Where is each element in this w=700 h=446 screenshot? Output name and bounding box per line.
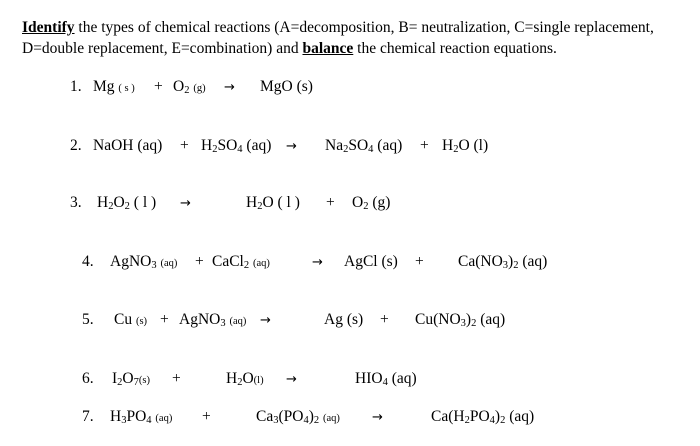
plus-sign: + bbox=[415, 253, 424, 270]
reactant-1: Mg ( s ) bbox=[93, 78, 135, 95]
product-1: MgO (s) bbox=[260, 78, 313, 95]
reactant-1: NaOH (aq) bbox=[93, 137, 163, 154]
product-1: $HIO_4$ (aq) bbox=[355, 370, 417, 388]
plus-sign: + bbox=[202, 408, 211, 425]
equation-number: 3. bbox=[70, 194, 82, 211]
reaction-arrow: → bbox=[224, 80, 235, 95]
equation-number: 4. bbox=[82, 253, 94, 270]
equation-number: 2. bbox=[70, 137, 82, 154]
product-2: $Cu(NO_3)_2$ (aq) bbox=[415, 311, 506, 329]
reactant-1: $H_2O_2$ ( l ) bbox=[97, 194, 157, 212]
identify-keyword: Identify bbox=[22, 19, 75, 36]
reaction-arrow: → bbox=[312, 255, 323, 270]
instructions-paragraph bbox=[22, 17, 692, 59]
reaction-arrow: → bbox=[372, 410, 383, 425]
product-1: $Ca(H_2PO_4)_2$ (aq) bbox=[431, 408, 535, 426]
reactant-2: $H_2SO_4$ (aq) bbox=[201, 137, 272, 155]
reactant-1: AgNO$_3$ (aq) bbox=[110, 253, 178, 271]
product-1: $Na_2SO_4$ (aq) bbox=[325, 137, 403, 155]
plus-sign: + bbox=[180, 137, 189, 154]
plus-sign: + bbox=[380, 311, 389, 328]
reactant-2: $O_2$ (g) bbox=[173, 78, 206, 96]
product-2: $H_2O$ (l) bbox=[442, 137, 489, 155]
plus-sign: + bbox=[172, 370, 181, 387]
product-1: AgCl (s) bbox=[344, 253, 398, 270]
reaction-arrow: → bbox=[286, 372, 297, 387]
plus-sign: + bbox=[160, 311, 169, 328]
reactant-2: AgNO$_3$ (aq) bbox=[179, 311, 247, 329]
plus-sign: + bbox=[195, 253, 204, 270]
reactant-2: CaCl$_2$ (aq) bbox=[212, 253, 270, 271]
plus-sign: + bbox=[420, 137, 429, 154]
plus-sign: + bbox=[154, 78, 163, 95]
product-2: $O_2$ (g) bbox=[352, 194, 391, 212]
balance-keyword: balance bbox=[302, 40, 354, 57]
equation-number: 5. bbox=[82, 311, 94, 328]
reactant-1: $H_3PO_4$ (aq) bbox=[110, 408, 173, 426]
reactant-1: $I_2O_7(s)$ bbox=[112, 370, 150, 388]
equation-number: 1. bbox=[70, 78, 82, 95]
reaction-arrow: → bbox=[286, 139, 297, 154]
equation-number: 6. bbox=[82, 370, 94, 387]
plus-sign: + bbox=[326, 194, 335, 211]
product-1: Ag (s) bbox=[324, 311, 364, 328]
reaction-arrow: → bbox=[260, 313, 271, 328]
instructions-text-1: the types of chemical reactions (A=decomposition, B= neutralization, C=single replacement, D=double replacement, E=combination) and bbox=[22, 19, 654, 57]
reactant-1: Cu (s) bbox=[114, 311, 148, 328]
product-1: $H_2O$ ( l ) bbox=[246, 194, 300, 212]
reaction-arrow: → bbox=[180, 196, 191, 211]
reactant-2: $H_2O(l)$ bbox=[226, 370, 264, 388]
product-2: $Ca(NO_3)_2$ (aq) bbox=[458, 253, 548, 271]
reactant-2: $Ca_3(PO_4)_2$ (aq) bbox=[256, 408, 340, 426]
instructions-text-2: the chemical reaction equations. bbox=[353, 40, 557, 57]
equation-number: 7. bbox=[82, 408, 94, 425]
